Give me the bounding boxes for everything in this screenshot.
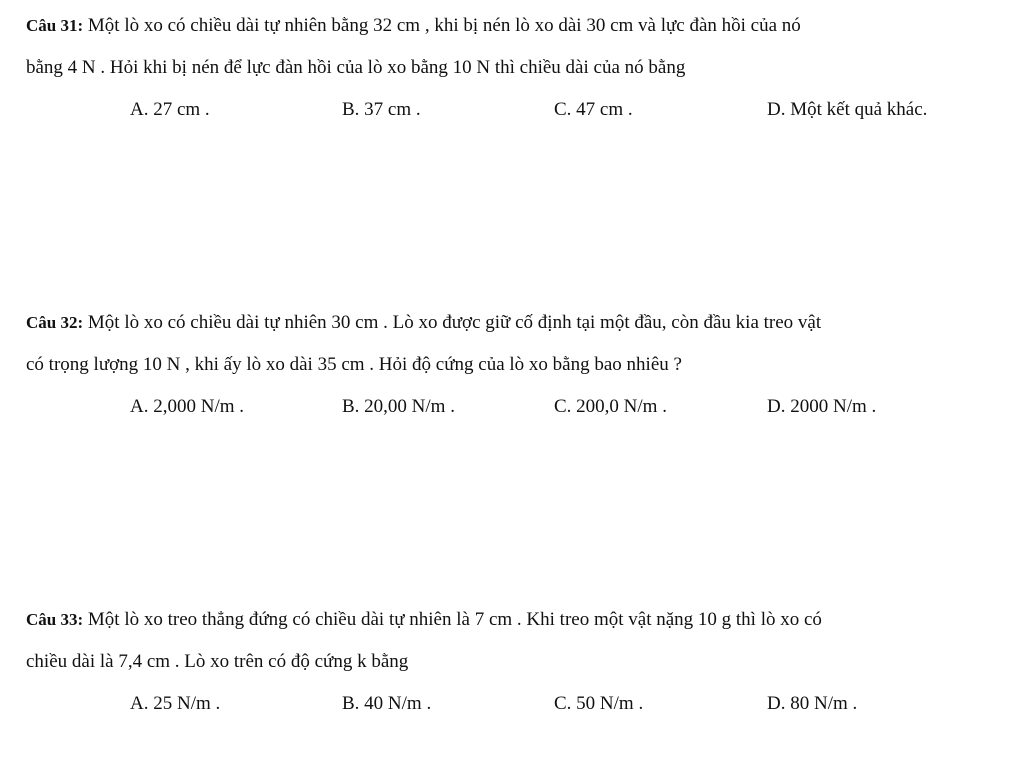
question-33-label: Câu 33: xyxy=(26,610,84,629)
question-32-text-1: Một lò xo có chiều dài tự nhiên 30 cm . Lò xo được giữ cố định tại một đầu, còn đầu kia treo vật xyxy=(83,312,822,333)
question-31-answers xyxy=(0,98,1024,124)
question-32-answer-b[interactable]: B. 20,00 N/m . xyxy=(342,396,455,417)
question-33-answer-c[interactable]: C. 50 N/m . xyxy=(554,693,644,714)
question-31-text-1: Một lò xo có chiều dài tự nhiên bằng 32 cm , khi bị nén lò xo dài 30 cm và lực đàn hồi của nó xyxy=(83,15,801,36)
question-33-line-1 xyxy=(26,608,822,632)
question-32-label: Câu 32: xyxy=(26,313,84,332)
question-31-answer-c[interactable]: C. 47 cm . xyxy=(554,99,633,120)
question-31-line-1 xyxy=(26,14,801,38)
question-31-answer-a[interactable]: A. 27 cm . xyxy=(130,99,210,120)
question-32-answers xyxy=(0,395,1024,421)
question-31-answer-d[interactable]: D. Một kết quả khác. xyxy=(767,99,928,120)
question-33-line-2: chiều dài là 7,4 cm . Lò xo trên có độ cứng k bằng xyxy=(26,651,409,672)
question-31-label: Câu 31: xyxy=(26,16,84,35)
question-32-answer-a[interactable]: A. 2,000 N/m . xyxy=(130,396,244,417)
question-33-text-1: Một lò xo treo thẳng đứng có chiều dài tự nhiên là 7 cm . Khi treo một vật nặng 10 g thì lò xo có xyxy=(83,609,822,630)
question-32-line-2: có trọng lượng 10 N , khi ấy lò xo dài 35 cm . Hỏi độ cứng của lò xo bằng bao nhiêu ? xyxy=(26,354,682,375)
question-31-line-2: bằng 4 N . Hỏi khi bị nén để lực đàn hồi của lò xo bằng 10 N thì chiều dài của nó bằng xyxy=(26,57,686,78)
question-31-answer-b[interactable]: B. 37 cm . xyxy=(342,99,421,120)
question-32-line-1 xyxy=(26,311,821,335)
question-32-answer-d[interactable]: D. 2000 N/m . xyxy=(767,396,877,417)
question-32-answer-c[interactable]: C. 200,0 N/m . xyxy=(554,396,667,417)
question-33-answer-b[interactable]: B. 40 N/m . xyxy=(342,693,432,714)
question-33-answer-d[interactable]: D. 80 N/m . xyxy=(767,693,858,714)
question-33-answer-a[interactable]: A. 25 N/m . xyxy=(130,693,221,714)
question-33-answers xyxy=(0,692,1024,718)
